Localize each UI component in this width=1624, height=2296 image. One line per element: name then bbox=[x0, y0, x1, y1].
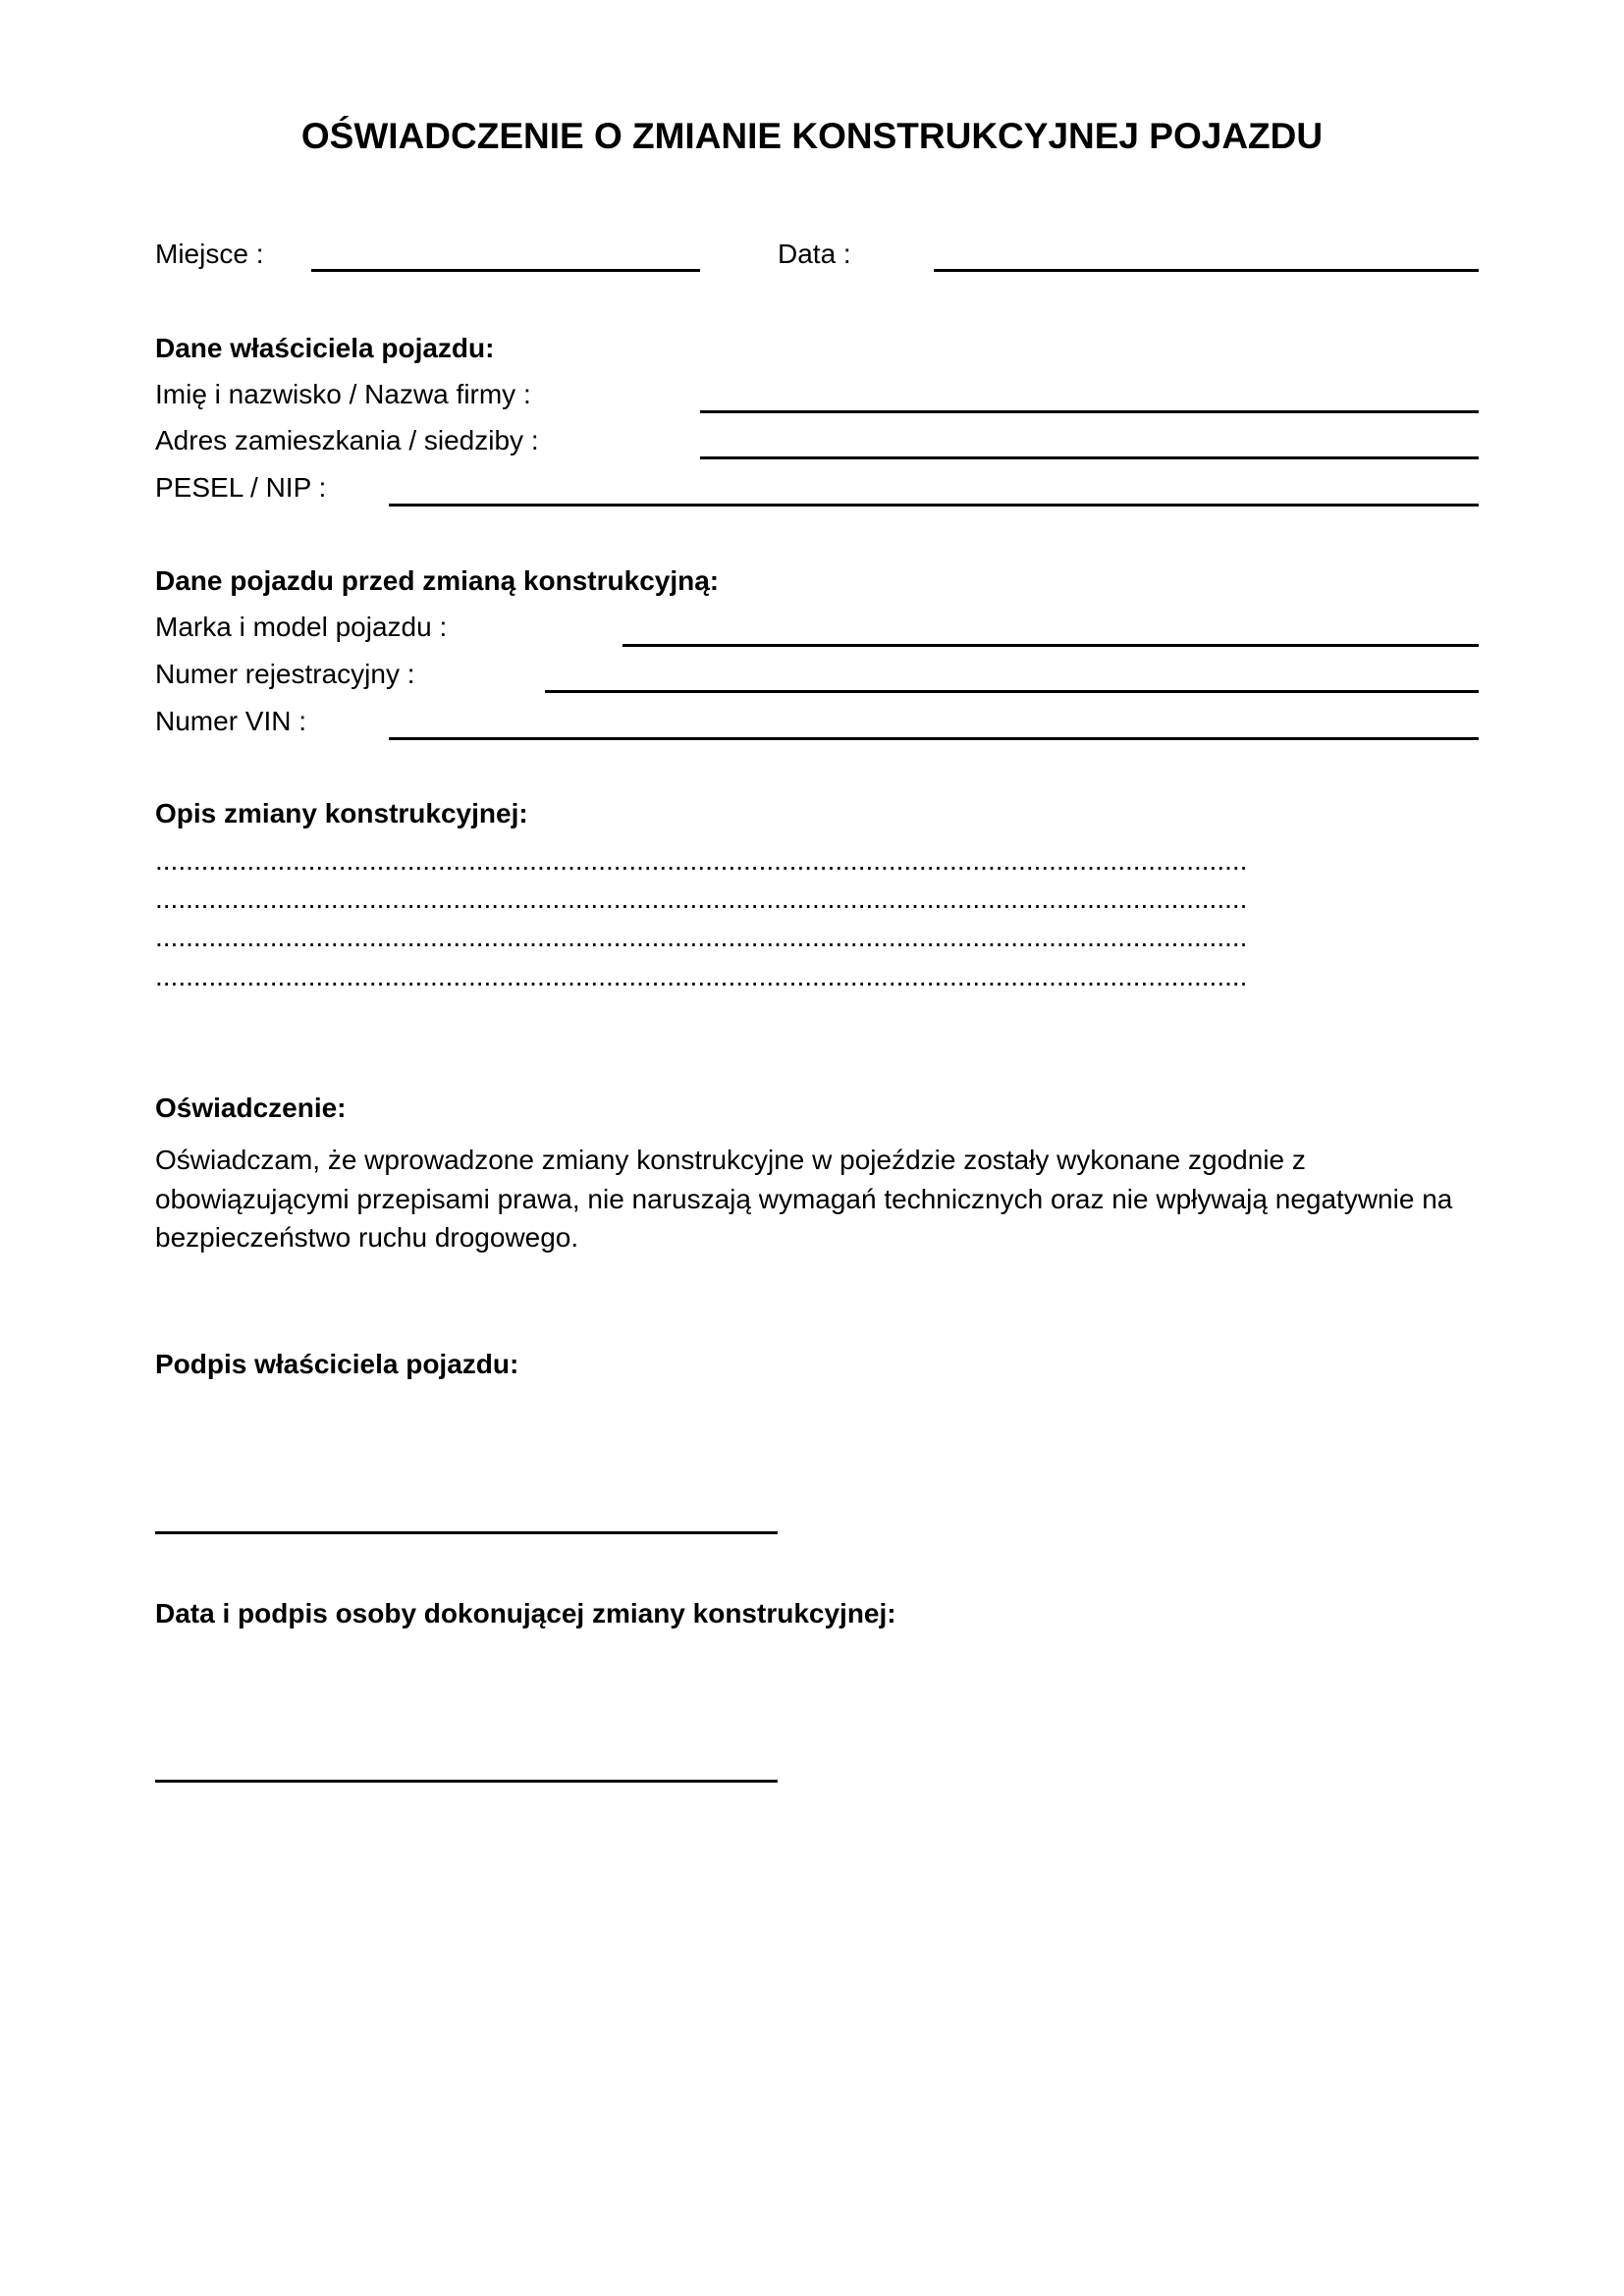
change-heading: Opis zmiany konstrukcyjnej: bbox=[155, 798, 528, 828]
owner-id-field[interactable] bbox=[389, 504, 1479, 507]
date-field[interactable] bbox=[934, 269, 1479, 272]
change-line-3[interactable]: ............................................................................................................................................... bbox=[155, 922, 1248, 952]
owner-signature-line[interactable] bbox=[155, 1531, 778, 1534]
owner-signature-heading: Podpis właściciela pojazdu: bbox=[155, 1349, 519, 1379]
date-label: Data : bbox=[778, 239, 851, 269]
place-label: Miejsce : bbox=[155, 239, 264, 269]
vehicle-heading: Dane pojazdu przed zmianą konstrukcyjną: bbox=[155, 565, 720, 596]
vehicle-make-label: Marka i model pojazdu : bbox=[155, 612, 448, 642]
owner-address-label: Adres zamieszkania / siedziby : bbox=[155, 425, 539, 455]
place-field[interactable] bbox=[311, 269, 700, 272]
modifier-signature-heading: Data i podpis osoby dokonującej zmiany konstrukcyjnej: bbox=[155, 1598, 896, 1629]
change-line-4[interactable]: ............................................................................................................................................... bbox=[155, 961, 1248, 991]
vehicle-reg-field[interactable] bbox=[545, 690, 1479, 693]
change-line-1[interactable]: ............................................................................................................................................... bbox=[155, 845, 1248, 876]
page-title: OŚWIADCZENIE O ZMIANIE KONSTRUKCYJNEJ POJAZDU bbox=[300, 116, 1324, 156]
owner-heading: Dane właściciela pojazdu: bbox=[155, 333, 495, 363]
owner-name-field[interactable] bbox=[700, 410, 1479, 413]
vehicle-make-field[interactable] bbox=[623, 644, 1479, 647]
vehicle-vin-label: Numer VIN : bbox=[155, 706, 307, 736]
change-line-2[interactable]: ............................................................................................................................................... bbox=[155, 883, 1248, 914]
declaration-heading: Oświadczenie: bbox=[155, 1093, 347, 1123]
vehicle-vin-field[interactable] bbox=[389, 737, 1479, 740]
declaration-text: Oświadczam, że wprowadzone zmiany konstrukcyjne w pojeździe zostały wykonane zgodnie z obowiązującymi przepisami prawa, nie naruszają wymagań technicznych oraz nie wpływają negatywnie na bezpieczeństwo ruchu drogowego. bbox=[155, 1145, 1453, 1253]
owner-address-field[interactable] bbox=[700, 456, 1479, 459]
vehicle-reg-label: Numer rejestracyjny : bbox=[155, 659, 415, 689]
owner-id-label: PESEL / NIP : bbox=[155, 472, 327, 503]
modifier-signature-line[interactable] bbox=[155, 1780, 778, 1783]
owner-name-label: Imię i nazwisko / Nazwa firmy : bbox=[155, 379, 531, 409]
